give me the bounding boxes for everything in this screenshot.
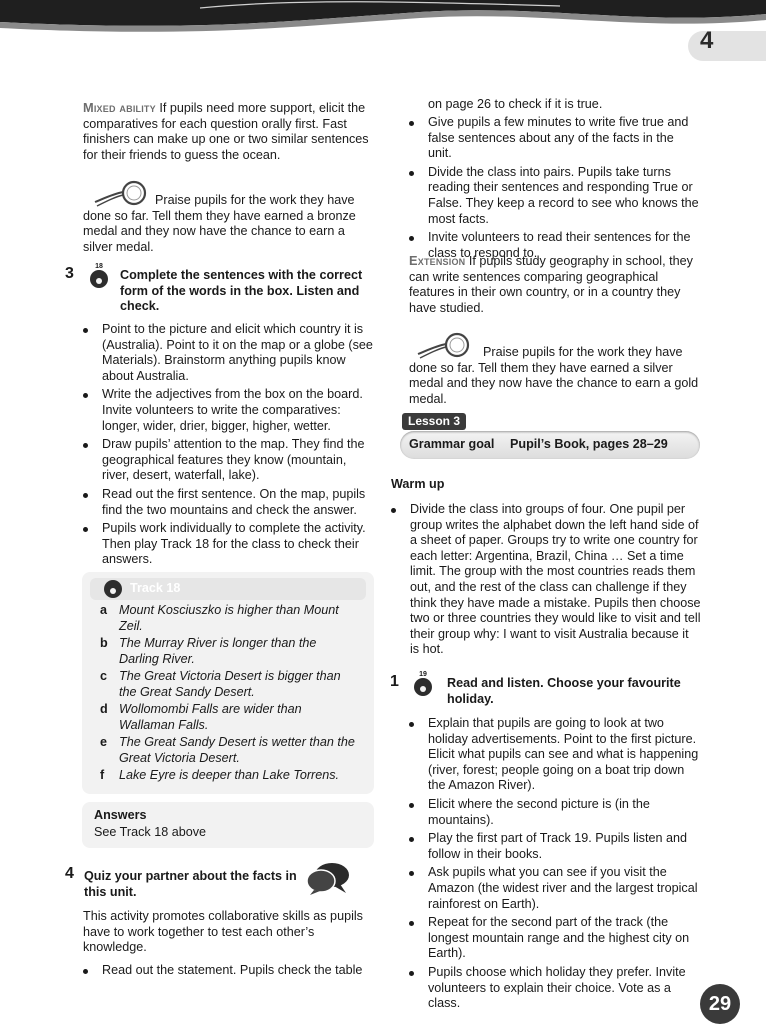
list-item: Read out the statement. Pupils check the table <box>83 963 375 979</box>
exercise-1-number: 1 <box>390 673 399 690</box>
extension-text: If pupils study geography in school, they can write sentences comparing geographical features in their own country, or in a country they have studied. <box>409 254 693 315</box>
list-item: Divide the class into groups of four. One pupil per group writes the alphabet down the left hand side of a sheet of paper. Groups try to write one country for each letter: Argentina, Brazil, China … Set a time limit. The group with the most countries reads them out, and the rest of the class can challenge if they think they have made a mistake. Pupils then choose two or three countries they would like to visit and tell their group why: I want to visit Australia because it is hot. <box>391 502 701 658</box>
quiz-bullets <box>409 115 701 264</box>
exercise-1-bullets <box>409 716 701 1015</box>
list-item: Divide the class into pairs. Pupils take turns reading their sentences and responding True or False. They keep a record to see who knows the most facts. <box>409 165 701 227</box>
list-item: Give pupils a few minutes to write five true and false sentences about any of the facts in the unit. <box>409 115 701 162</box>
unit-tab <box>688 27 766 61</box>
list-item: Pupils work individually to complete the activity. Then play Track 18 for the class to check their answers. <box>83 521 375 568</box>
list-item: Write the adjectives from the box on the board. Invite volunteers to write the comparatives: longer, wider, drier, bigger, higher, wetter. <box>83 387 375 434</box>
exercise-4-text: This activity promotes collaborative skills as pupils have to work together to test each other’s knowledge. <box>83 909 363 955</box>
exercise-3-title: Complete the sentences with the correct form of the words in the box. Listen and check. <box>120 268 363 314</box>
praise-note-silver <box>409 345 701 407</box>
list-item: Draw pupils’ attention to the map. They find the geographical features they know (mountain, river, desert, waterfall, lake). <box>83 437 375 484</box>
exercise-4-bullets <box>83 963 375 982</box>
track-18-box: Track 18 a Mount Kosciuszko is higher than Mount Zeil. b The Murray River is longer than the Darling River. c The Great Victoria Desert is bigger than the Great Sandy Desert. d Wollomombi Falls are wider than Wallaman Falls. e The Great Sandy Desert is wetter than the Great Victoria Desert. f Lake Eyre is deeper than Lake Torrens. <box>82 572 374 794</box>
unit-number: 4 <box>700 27 714 54</box>
exercise-4-number: 4 <box>65 865 74 882</box>
audio-cd-icon <box>90 263 108 288</box>
warm-up-title: Warm up <box>391 477 445 491</box>
list-item: Invite volunteers to read their sentences for the class to respond to. <box>409 230 701 261</box>
list-item: Elicit where the second picture is (in the mountains). <box>409 797 701 828</box>
audio-cd-icon <box>414 671 432 696</box>
speech-bubbles-icon <box>306 862 350 896</box>
answers-text: See Track 18 above <box>94 825 207 839</box>
praise-text-bronze: Praise pupils for the work they have done so far. Tell them they have earned a bronze medal and they now have the chance to earn a silver medal. <box>83 193 356 254</box>
praise-note-bronze <box>83 193 373 255</box>
list-item: Explain that pupils are going to look at two holiday advertisements. Point to the first picture. Elicit what pupils can see and what is happening (river, forest; people going on a boat trip down the Amazon River). <box>409 716 701 794</box>
list-item: Ask pupils what you can see if you visit the Amazon (the widest river and the largest tropical rainforest on Earth). <box>409 865 701 912</box>
track-header <box>90 578 366 600</box>
answers-title: Answers <box>94 808 147 822</box>
mixed-ability-text: If pupils need more support, elicit the comparatives for each question orally first. Fast finishers can make up one or two similar sentences for their friends to guess the ocean. <box>83 101 369 162</box>
extension-note <box>409 253 701 316</box>
page-number: 29 <box>700 984 740 1024</box>
header-swoosh <box>0 0 766 40</box>
praise-text-silver: Praise pupils for the work they have done so far. Tell them they have earned a silver medal and they now have the chance to earn a gold medal. <box>409 345 699 406</box>
warm-up-bullets <box>391 502 701 661</box>
extension-label: Extension <box>409 253 466 268</box>
track-number: 18 <box>95 263 103 270</box>
grammar-goal-bar <box>400 431 700 459</box>
exercise-1-title: Read and listen. Choose your favourite holiday. <box>447 676 681 706</box>
exercise-3-bullets <box>83 322 375 571</box>
lesson-tag: Lesson 3 <box>402 413 466 430</box>
goal-pages: Pupil’s Book, pages 28–29 <box>510 437 668 451</box>
list-item: Play the first part of Track 19. Pupils listen and follow in their books. <box>409 831 701 862</box>
list-item: Read out the first sentence. On the map, pupils find the two mountains and check the answer. <box>83 487 375 518</box>
exercise-4-title: Quiz your partner about the facts in this unit. <box>84 869 297 899</box>
goal-label: Grammar goal <box>409 437 495 451</box>
list-item: Repeat for the second part of the track (the longest mountain range and the highest city on Earth). <box>409 915 701 962</box>
list-item: Point to the picture and elicit which country it is (Australia). Point to it on the map or a globe (see Materials). Brainstorm anything pupils know about Australia. <box>83 322 375 384</box>
list-item: Pupils choose which holiday they prefer. Invite volunteers to explain their choice. Vote as a class. <box>409 965 701 1012</box>
audio-cd-icon <box>104 580 122 598</box>
mixed-ability-note <box>83 100 379 163</box>
track-number: 19 <box>419 671 427 678</box>
exercise-3-number: 3 <box>65 265 74 282</box>
continued-text: on page 26 to check if it is true. <box>428 97 603 111</box>
mixed-ability-label: Mixed ability <box>83 100 156 115</box>
track-title: Track 18 <box>130 581 181 595</box>
answers-box <box>82 802 374 848</box>
